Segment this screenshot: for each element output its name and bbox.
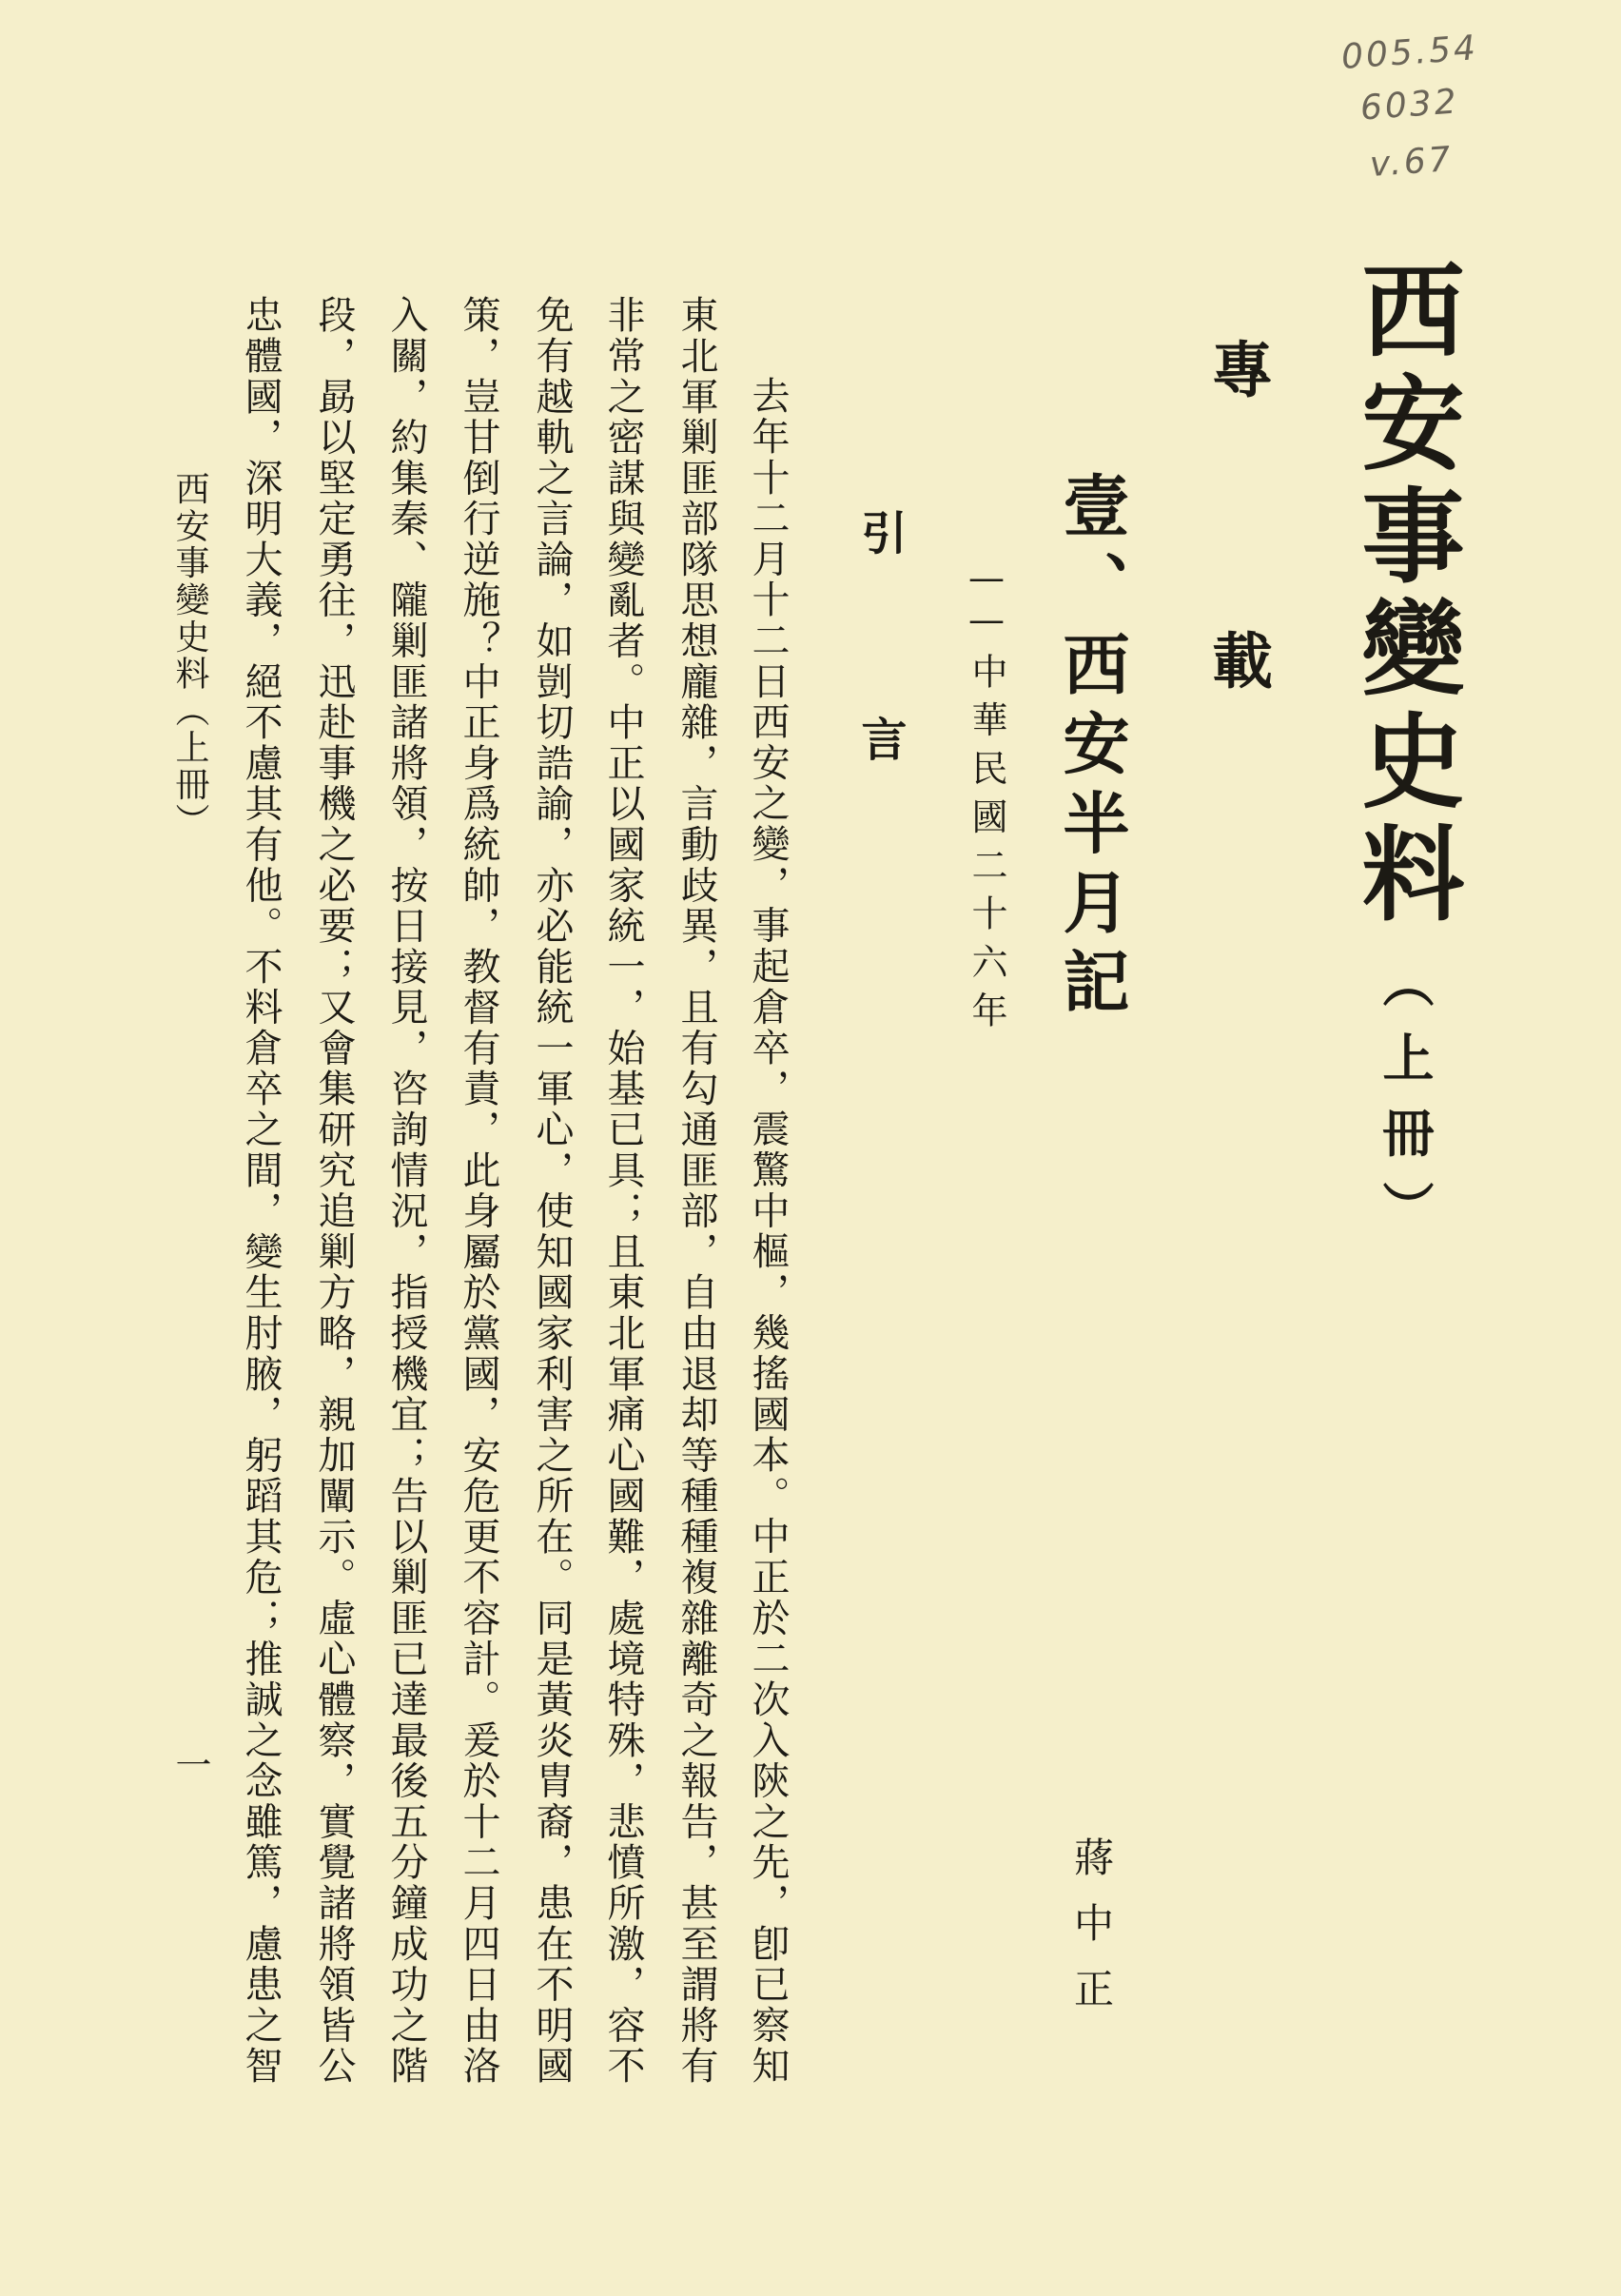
body-column: 東北軍剿匪部隊思想龐雜，言動歧異，且有勾通匪部，自由退却等種種複雜離奇之報告，甚至謂將有 [674, 295, 718, 2084]
body-column: 段，勗以堅定勇往，迅赴事機之必要；又會集研究追剿方略，親加闡示。虛心體察，實覺諸將領皆公 [312, 295, 356, 2084]
volume-label: （上冊） [1375, 956, 1435, 1232]
body-column: 非常之密謀與變亂者。中正以國家統一，始基已具；且東北軍痛心國難，處境特殊，悲憤所激，容不 [601, 295, 645, 2084]
body-column: 去年十二月十二日西安之變，事起倉卒，震驚中樞，幾搖國本。中正於二次入陝之先，卽已察知 [746, 376, 790, 2084]
handwritten-call-number-line-2: 6032 [1358, 82, 1460, 128]
body-column: 免有越軌之言論，如剴切誥諭，亦必能統一軍心，使知國家利害之所在。同是黃炎胄裔，患在不明國 [530, 295, 574, 2084]
running-footer-title: 西安事變史料（上冊） [170, 471, 209, 837]
body-column: 入關，約集秦、隴剿匪諸將領，按日接見，咨詢情況，指授機宜；告以剿匪已達最後五分鐘成功之階 [384, 295, 428, 2084]
book-title: 西安事變史料 [1344, 257, 1464, 923]
page-number: 一 [169, 1746, 211, 1782]
body-column: 忠體國，深明大義，絕不慮其有他。不料倉卒之間，變生肘腋，躬蹈其危；推誠之念雖篤，慮患之智 [239, 295, 283, 2084]
body-column: 策，豈甘倒行逆施？中正身爲統帥，教督有責，此身屬於黨國，安危更不容計。爰於十二月四日由洛 [457, 295, 500, 2084]
handwritten-call-number-line-3: v.67 [1368, 139, 1455, 186]
intro-heading: 引言 [853, 509, 907, 761]
section-label: 專載 [1201, 338, 1273, 690]
author-name: 蔣中正 [1068, 1836, 1115, 2008]
chapter-title: 壹、西安半月記 [1052, 471, 1131, 1013]
handwritten-call-number-line-1: 005.54 [1339, 29, 1480, 77]
chapter-date: ——中華民國二十六年 [966, 557, 1007, 1028]
